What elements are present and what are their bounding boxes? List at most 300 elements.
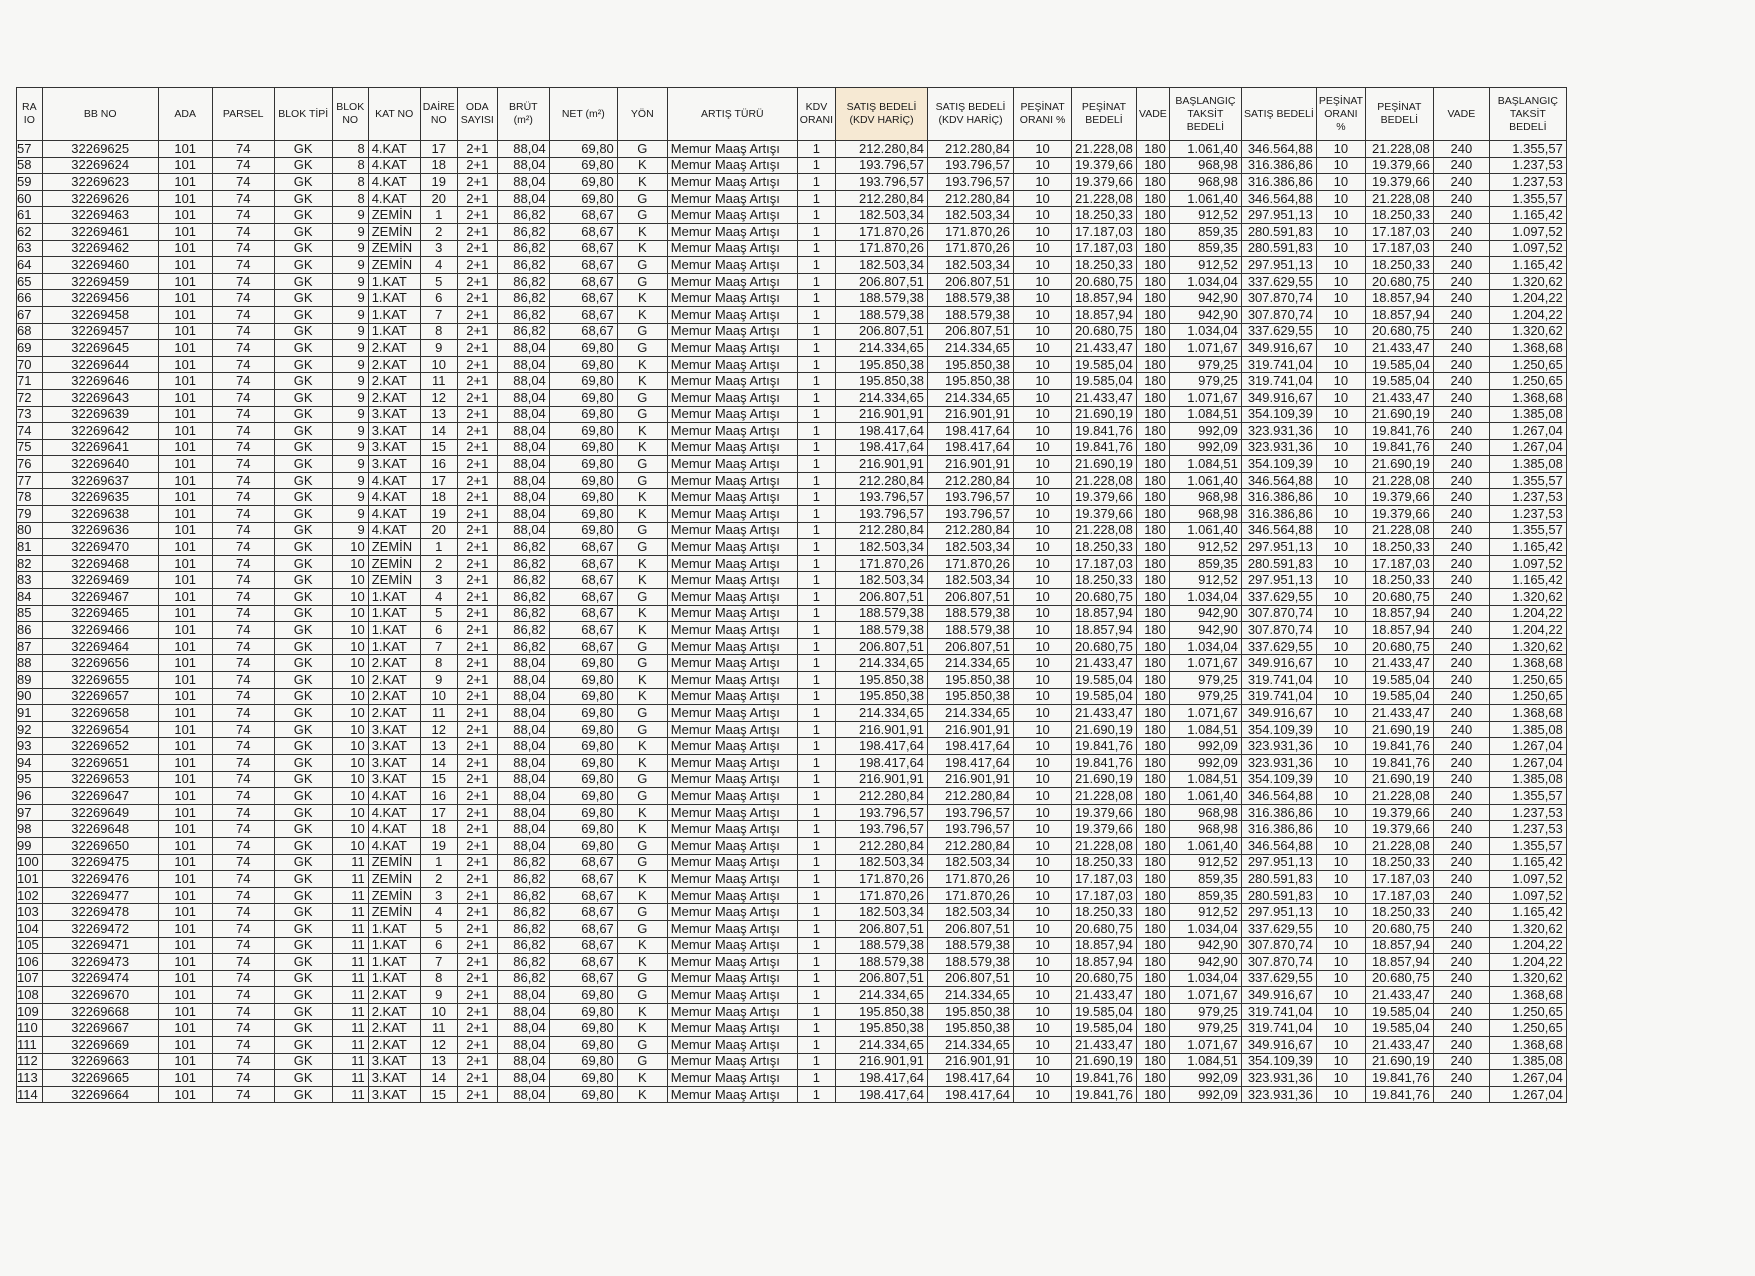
satis-bedeli-kdv-haric-cell: 182.503,34 (836, 572, 928, 589)
net-cell: 68,67 (549, 605, 617, 622)
header-bb-no: BB NO (42, 88, 158, 141)
row-sira-cell: 66 (17, 290, 43, 307)
row-sira-cell: 85 (17, 605, 43, 622)
bb-no-cell: 32269670 (42, 987, 158, 1004)
artis-turu-cell: Memur Maaş Artışı (667, 672, 797, 689)
pesinat-orani-240-cell: 10 (1316, 970, 1365, 987)
kat-no-cell: 3.KAT (368, 754, 420, 771)
yon-cell: K (617, 240, 667, 257)
artis-turu-cell: Memur Maaş Artışı (667, 1070, 797, 1087)
pesinat-orani-180-cell: 10 (1014, 754, 1072, 771)
pesinat-bedeli-180-cell: 17.187,03 (1072, 223, 1137, 240)
pesinat-bedeli-240-cell: 21.433,47 (1365, 1037, 1433, 1054)
vade-180-cell: 180 (1136, 1003, 1169, 1020)
vade-240-cell: 240 (1433, 672, 1489, 689)
kat-no-cell: 2.KAT (368, 1003, 420, 1020)
net-cell: 69,80 (549, 1037, 617, 1054)
kdv-orani-cell: 1 (797, 937, 835, 954)
baslangic-taksit-180-cell: 942,90 (1169, 937, 1241, 954)
parsel-cell: 74 (212, 804, 274, 821)
row-sira-cell: 76 (17, 456, 43, 473)
yon-cell: G (617, 705, 667, 722)
kat-no-cell: 1.KAT (368, 306, 420, 323)
satis-bedeli-240-cell: 316.386,86 (1241, 157, 1316, 174)
baslangic-taksit-180-cell: 1.061,40 (1169, 788, 1241, 805)
vade-240-cell: 240 (1433, 257, 1489, 274)
kdv-orani-cell: 1 (797, 904, 835, 921)
blok-tipi-cell: GK (274, 389, 332, 406)
satis-bedeli-kdv-haric-2-cell: 193.796,57 (928, 489, 1014, 506)
yon-cell: G (617, 456, 667, 473)
pesinat-orani-240-cell: 10 (1316, 456, 1365, 473)
satis-bedeli-kdv-haric-cell: 212.280,84 (836, 141, 928, 158)
pesinat-orani-180-cell: 10 (1014, 954, 1072, 971)
net-cell: 69,80 (549, 788, 617, 805)
pesinat-orani-240-cell: 10 (1316, 223, 1365, 240)
kat-no-cell: 2.KAT (368, 389, 420, 406)
vade-180-cell: 180 (1136, 389, 1169, 406)
vade-240-cell: 240 (1433, 605, 1489, 622)
ada-cell: 101 (158, 937, 212, 954)
parsel-cell: 74 (212, 1053, 274, 1070)
pesinat-orani-240-cell: 10 (1316, 622, 1365, 639)
table-row (17, 240, 1567, 257)
blok-tipi-cell: GK (274, 273, 332, 290)
row-sira-cell: 78 (17, 489, 43, 506)
artis-turu-cell: Memur Maaş Artışı (667, 622, 797, 639)
header-sira: RA IO (17, 88, 43, 141)
pesinat-orani-240-cell: 10 (1316, 1020, 1365, 1037)
net-cell: 69,80 (549, 705, 617, 722)
pesinat-orani-240-cell: 10 (1316, 837, 1365, 854)
kdv-orani-cell: 1 (797, 954, 835, 971)
ada-cell: 101 (158, 439, 212, 456)
vade-180-cell: 180 (1136, 472, 1169, 489)
pesinat-bedeli-180-cell: 19.841,76 (1072, 1086, 1137, 1103)
yon-cell: K (617, 1020, 667, 1037)
blok-no-cell: 9 (332, 522, 368, 539)
net-cell: 68,67 (549, 223, 617, 240)
parsel-cell: 74 (212, 954, 274, 971)
kdv-orani-cell: 1 (797, 1053, 835, 1070)
row-sira-cell: 86 (17, 622, 43, 639)
oda-sayisi-cell: 2+1 (457, 439, 497, 456)
vade-240-cell: 240 (1433, 954, 1489, 971)
pesinat-bedeli-240-cell: 21.433,47 (1365, 705, 1433, 722)
kat-no-cell: 1.KAT (368, 937, 420, 954)
daire-no-cell: 20 (420, 190, 457, 207)
parsel-cell: 74 (212, 539, 274, 556)
vade-240-cell: 240 (1433, 804, 1489, 821)
vade-240-cell: 240 (1433, 406, 1489, 423)
satis-bedeli-kdv-haric-cell: 171.870,26 (836, 555, 928, 572)
satis-bedeli-240-cell: 319.741,04 (1241, 1020, 1316, 1037)
parsel-cell: 74 (212, 705, 274, 722)
yon-cell: G (617, 190, 667, 207)
blok-tipi-cell: GK (274, 306, 332, 323)
pesinat-orani-240-cell: 10 (1316, 240, 1365, 257)
vade-240-cell: 240 (1433, 323, 1489, 340)
yon-cell: K (617, 306, 667, 323)
blok-tipi-cell: GK (274, 622, 332, 639)
net-cell: 68,67 (549, 887, 617, 904)
baslangic-taksit-180-cell: 859,35 (1169, 555, 1241, 572)
parsel-cell: 74 (212, 190, 274, 207)
oda-sayisi-cell: 2+1 (457, 871, 497, 888)
satis-bedeli-kdv-haric-2-cell: 198.417,64 (928, 423, 1014, 440)
header-daire-no: DAİRE NO (420, 88, 457, 141)
daire-no-cell: 2 (420, 871, 457, 888)
baslangic-taksit-180-cell: 1.084,51 (1169, 1053, 1241, 1070)
satis-bedeli-kdv-haric-2-cell: 171.870,26 (928, 223, 1014, 240)
parsel-cell: 74 (212, 721, 274, 738)
vade-180-cell: 180 (1136, 854, 1169, 871)
bb-no-cell: 32269458 (42, 306, 158, 323)
table-row (17, 506, 1567, 523)
oda-sayisi-cell: 2+1 (457, 356, 497, 373)
baslangic-taksit-240-cell: 1.320,62 (1489, 273, 1566, 290)
ada-cell: 101 (158, 506, 212, 523)
kat-no-cell: 1.KAT (368, 589, 420, 606)
pesinat-orani-180-cell: 10 (1014, 506, 1072, 523)
blok-no-cell: 11 (332, 954, 368, 971)
baslangic-taksit-240-cell: 1.097,52 (1489, 223, 1566, 240)
pesinat-bedeli-240-cell: 19.841,76 (1365, 1070, 1433, 1087)
oda-sayisi-cell: 2+1 (457, 821, 497, 838)
baslangic-taksit-180-cell: 1.084,51 (1169, 721, 1241, 738)
yon-cell: G (617, 721, 667, 738)
kdv-orani-cell: 1 (797, 190, 835, 207)
vade-180-cell: 180 (1136, 240, 1169, 257)
blok-no-cell: 10 (332, 688, 368, 705)
vade-180-cell: 180 (1136, 638, 1169, 655)
bb-no-cell: 32269636 (42, 522, 158, 539)
table-row (17, 423, 1567, 440)
artis-turu-cell: Memur Maaş Artışı (667, 1020, 797, 1037)
blok-no-cell: 11 (332, 1070, 368, 1087)
satis-bedeli-kdv-haric-2-cell: 206.807,51 (928, 589, 1014, 606)
baslangic-taksit-240-cell: 1.165,42 (1489, 207, 1566, 224)
kdv-orani-cell: 1 (797, 605, 835, 622)
pesinat-orani-180-cell: 10 (1014, 207, 1072, 224)
row-sira-cell: 103 (17, 904, 43, 921)
kdv-orani-cell: 1 (797, 887, 835, 904)
yon-cell: G (617, 389, 667, 406)
pesinat-bedeli-240-cell: 19.379,66 (1365, 506, 1433, 523)
row-sira-cell: 64 (17, 257, 43, 274)
bb-no-cell: 32269663 (42, 1053, 158, 1070)
blok-tipi-cell: GK (274, 854, 332, 871)
satis-bedeli-kdv-haric-cell: 193.796,57 (836, 489, 928, 506)
satis-bedeli-240-cell: 354.109,39 (1241, 721, 1316, 738)
pesinat-bedeli-180-cell: 20.680,75 (1072, 638, 1137, 655)
satis-bedeli-kdv-haric-2-cell: 188.579,38 (928, 954, 1014, 971)
yon-cell: K (617, 605, 667, 622)
bb-no-cell: 32269457 (42, 323, 158, 340)
oda-sayisi-cell: 2+1 (457, 456, 497, 473)
satis-bedeli-kdv-haric-cell: 198.417,64 (836, 439, 928, 456)
blok-tipi-cell: GK (274, 738, 332, 755)
pesinat-bedeli-180-cell: 17.187,03 (1072, 871, 1137, 888)
vade-180-cell: 180 (1136, 837, 1169, 854)
kat-no-cell: 1.KAT (368, 970, 420, 987)
daire-no-cell: 19 (420, 837, 457, 854)
vade-180-cell: 180 (1136, 456, 1169, 473)
pesinat-bedeli-240-cell: 21.433,47 (1365, 340, 1433, 357)
pesinat-bedeli-240-cell: 18.857,94 (1365, 954, 1433, 971)
pesinat-bedeli-240-cell: 18.250,33 (1365, 539, 1433, 556)
header-pesinat-bedeli-240: PEŞİNAT BEDELİ (1365, 88, 1433, 141)
pesinat-bedeli-240-cell: 19.841,76 (1365, 1086, 1433, 1103)
satis-bedeli-kdv-haric-2-cell: 188.579,38 (928, 290, 1014, 307)
kdv-orani-cell: 1 (797, 1037, 835, 1054)
parsel-cell: 74 (212, 240, 274, 257)
parsel-cell: 74 (212, 854, 274, 871)
baslangic-taksit-240-cell: 1.165,42 (1489, 904, 1566, 921)
blok-no-cell: 11 (332, 1037, 368, 1054)
blok-no-cell: 9 (332, 223, 368, 240)
baslangic-taksit-180-cell: 859,35 (1169, 240, 1241, 257)
blok-tipi-cell: GK (274, 190, 332, 207)
pesinat-bedeli-180-cell: 20.680,75 (1072, 323, 1137, 340)
net-cell: 69,80 (549, 771, 617, 788)
blok-no-cell: 9 (332, 423, 368, 440)
bb-no-cell: 32269470 (42, 539, 158, 556)
satis-bedeli-240-cell: 337.629,55 (1241, 920, 1316, 937)
yon-cell: G (617, 522, 667, 539)
kdv-orani-cell: 1 (797, 1003, 835, 1020)
daire-no-cell: 13 (420, 1053, 457, 1070)
row-sira-cell: 108 (17, 987, 43, 1004)
blok-tipi-cell: GK (274, 771, 332, 788)
blok-tipi-cell: GK (274, 207, 332, 224)
pesinat-bedeli-180-cell: 18.250,33 (1072, 207, 1137, 224)
yon-cell: G (617, 323, 667, 340)
vade-180-cell: 180 (1136, 672, 1169, 689)
parsel-cell: 74 (212, 472, 274, 489)
kat-no-cell: 1.KAT (368, 954, 420, 971)
satis-bedeli-kdv-haric-cell: 206.807,51 (836, 323, 928, 340)
pesinat-bedeli-180-cell: 18.250,33 (1072, 572, 1137, 589)
satis-bedeli-kdv-haric-cell: 216.901,91 (836, 406, 928, 423)
blok-no-cell: 11 (332, 1003, 368, 1020)
ada-cell: 101 (158, 1053, 212, 1070)
header-blok-tipi: BLOK TİPİ (274, 88, 332, 141)
satis-bedeli-kdv-haric-cell: 193.796,57 (836, 174, 928, 191)
vade-180-cell: 180 (1136, 207, 1169, 224)
table-row (17, 605, 1567, 622)
blok-tipi-cell: GK (274, 937, 332, 954)
parsel-cell: 74 (212, 1003, 274, 1020)
brut-cell: 88,04 (497, 655, 549, 672)
bb-no-cell: 32269642 (42, 423, 158, 440)
row-sira-cell: 58 (17, 157, 43, 174)
row-sira-cell: 112 (17, 1053, 43, 1070)
ada-cell: 101 (158, 207, 212, 224)
pesinat-orani-240-cell: 10 (1316, 788, 1365, 805)
pesinat-orani-180-cell: 10 (1014, 987, 1072, 1004)
bb-no-cell: 32269462 (42, 240, 158, 257)
vade-180-cell: 180 (1136, 306, 1169, 323)
kat-no-cell: 2.KAT (368, 1020, 420, 1037)
blok-no-cell: 9 (332, 306, 368, 323)
ada-cell: 101 (158, 340, 212, 357)
brut-cell: 88,04 (497, 190, 549, 207)
satis-bedeli-kdv-haric-cell: 206.807,51 (836, 638, 928, 655)
daire-no-cell: 1 (420, 539, 457, 556)
parsel-cell: 74 (212, 207, 274, 224)
pesinat-orani-180-cell: 10 (1014, 555, 1072, 572)
satis-bedeli-kdv-haric-2-cell: 193.796,57 (928, 821, 1014, 838)
satis-bedeli-240-cell: 349.916,67 (1241, 655, 1316, 672)
pesinat-bedeli-240-cell: 19.841,76 (1365, 738, 1433, 755)
table-row (17, 489, 1567, 506)
baslangic-taksit-240-cell: 1.165,42 (1489, 854, 1566, 871)
table-row (17, 871, 1567, 888)
blok-no-cell: 11 (332, 920, 368, 937)
pesinat-orani-240-cell: 10 (1316, 937, 1365, 954)
pesinat-orani-240-cell: 10 (1316, 1086, 1365, 1103)
baslangic-taksit-240-cell: 1.237,53 (1489, 174, 1566, 191)
baslangic-taksit-180-cell: 1.034,04 (1169, 273, 1241, 290)
pesinat-orani-240-cell: 10 (1316, 705, 1365, 722)
satis-bedeli-kdv-haric-cell: 195.850,38 (836, 688, 928, 705)
oda-sayisi-cell: 2+1 (457, 854, 497, 871)
baslangic-taksit-240-cell: 1.250,65 (1489, 1003, 1566, 1020)
pesinat-bedeli-240-cell: 19.585,04 (1365, 1003, 1433, 1020)
bb-no-cell: 32269639 (42, 406, 158, 423)
blok-tipi-cell: GK (274, 821, 332, 838)
baslangic-taksit-180-cell: 859,35 (1169, 887, 1241, 904)
artis-turu-cell: Memur Maaş Artışı (667, 854, 797, 871)
row-sira-cell: 79 (17, 506, 43, 523)
baslangic-taksit-180-cell: 1.061,40 (1169, 522, 1241, 539)
satis-bedeli-240-cell: 297.951,13 (1241, 904, 1316, 921)
baslangic-taksit-180-cell: 912,52 (1169, 539, 1241, 556)
blok-no-cell: 10 (332, 572, 368, 589)
artis-turu-cell: Memur Maaş Artışı (667, 954, 797, 971)
net-cell: 69,80 (549, 190, 617, 207)
parsel-cell: 74 (212, 141, 274, 158)
brut-cell: 86,82 (497, 920, 549, 937)
kat-no-cell: 3.KAT (368, 1053, 420, 1070)
daire-no-cell: 2 (420, 555, 457, 572)
vade-240-cell: 240 (1433, 1020, 1489, 1037)
artis-turu-cell: Memur Maaş Artışı (667, 1003, 797, 1020)
blok-tipi-cell: GK (274, 572, 332, 589)
ada-cell: 101 (158, 223, 212, 240)
yon-cell: G (617, 987, 667, 1004)
table-row (17, 804, 1567, 821)
blok-tipi-cell: GK (274, 1037, 332, 1054)
satis-bedeli-kdv-haric-cell: 195.850,38 (836, 1020, 928, 1037)
baslangic-taksit-180-cell: 968,98 (1169, 174, 1241, 191)
net-cell: 69,80 (549, 373, 617, 390)
daire-no-cell: 18 (420, 157, 457, 174)
kdv-orani-cell: 1 (797, 472, 835, 489)
vade-240-cell: 240 (1433, 622, 1489, 639)
kdv-orani-cell: 1 (797, 920, 835, 937)
net-cell: 68,67 (549, 257, 617, 274)
ada-cell: 101 (158, 589, 212, 606)
vade-240-cell: 240 (1433, 887, 1489, 904)
baslangic-taksit-240-cell: 1.097,52 (1489, 555, 1566, 572)
yon-cell: K (617, 672, 667, 689)
ada-cell: 101 (158, 472, 212, 489)
artis-turu-cell: Memur Maaş Artışı (667, 323, 797, 340)
net-cell: 69,80 (549, 1070, 617, 1087)
satis-bedeli-kdv-haric-2-cell: 198.417,64 (928, 439, 1014, 456)
pesinat-orani-180-cell: 10 (1014, 174, 1072, 191)
baslangic-taksit-240-cell: 1.237,53 (1489, 821, 1566, 838)
vade-240-cell: 240 (1433, 539, 1489, 556)
pesinat-bedeli-240-cell: 21.228,08 (1365, 472, 1433, 489)
kdv-orani-cell: 1 (797, 688, 835, 705)
pesinat-bedeli-240-cell: 18.250,33 (1365, 207, 1433, 224)
blok-no-cell: 9 (332, 439, 368, 456)
baslangic-taksit-180-cell: 1.034,04 (1169, 323, 1241, 340)
brut-cell: 88,04 (497, 688, 549, 705)
table-row (17, 705, 1567, 722)
satis-bedeli-kdv-haric-cell: 198.417,64 (836, 1070, 928, 1087)
oda-sayisi-cell: 2+1 (457, 937, 497, 954)
pesinat-orani-180-cell: 10 (1014, 323, 1072, 340)
parsel-cell: 74 (212, 273, 274, 290)
oda-sayisi-cell: 2+1 (457, 1086, 497, 1103)
satis-bedeli-kdv-haric-cell: 206.807,51 (836, 273, 928, 290)
kat-no-cell: 4.KAT (368, 190, 420, 207)
satis-bedeli-240-cell: 349.916,67 (1241, 705, 1316, 722)
blok-tipi-cell: GK (274, 837, 332, 854)
ada-cell: 101 (158, 1086, 212, 1103)
daire-no-cell: 11 (420, 373, 457, 390)
row-sira-cell: 81 (17, 539, 43, 556)
baslangic-taksit-240-cell: 1.320,62 (1489, 323, 1566, 340)
artis-turu-cell: Memur Maaş Artışı (667, 887, 797, 904)
pesinat-orani-180-cell: 10 (1014, 589, 1072, 606)
blok-no-cell: 11 (332, 887, 368, 904)
kat-no-cell: 3.KAT (368, 721, 420, 738)
pesinat-orani-240-cell: 10 (1316, 506, 1365, 523)
baslangic-taksit-240-cell: 1.368,68 (1489, 1037, 1566, 1054)
blok-tipi-cell: GK (274, 1020, 332, 1037)
baslangic-taksit-180-cell: 992,09 (1169, 1070, 1241, 1087)
brut-cell: 86,82 (497, 589, 549, 606)
table-row (17, 721, 1567, 738)
oda-sayisi-cell: 2+1 (457, 1020, 497, 1037)
net-cell: 68,67 (549, 539, 617, 556)
baslangic-taksit-240-cell: 1.165,42 (1489, 572, 1566, 589)
satis-bedeli-240-cell: 337.629,55 (1241, 273, 1316, 290)
table-row (17, 1070, 1567, 1087)
row-sira-cell: 96 (17, 788, 43, 805)
blok-no-cell: 9 (332, 323, 368, 340)
net-cell: 68,67 (549, 240, 617, 257)
parsel-cell: 74 (212, 987, 274, 1004)
blok-no-cell: 10 (332, 721, 368, 738)
pesinat-orani-180-cell: 10 (1014, 423, 1072, 440)
net-cell: 69,80 (549, 655, 617, 672)
oda-sayisi-cell: 2+1 (457, 705, 497, 722)
oda-sayisi-cell: 2+1 (457, 207, 497, 224)
daire-no-cell: 4 (420, 257, 457, 274)
vade-180-cell: 180 (1136, 804, 1169, 821)
oda-sayisi-cell: 2+1 (457, 174, 497, 191)
header-kdv-orani: KDV ORANI (797, 88, 835, 141)
vade-240-cell: 240 (1433, 373, 1489, 390)
kat-no-cell: ZEMİN (368, 871, 420, 888)
bb-no-cell: 32269626 (42, 190, 158, 207)
